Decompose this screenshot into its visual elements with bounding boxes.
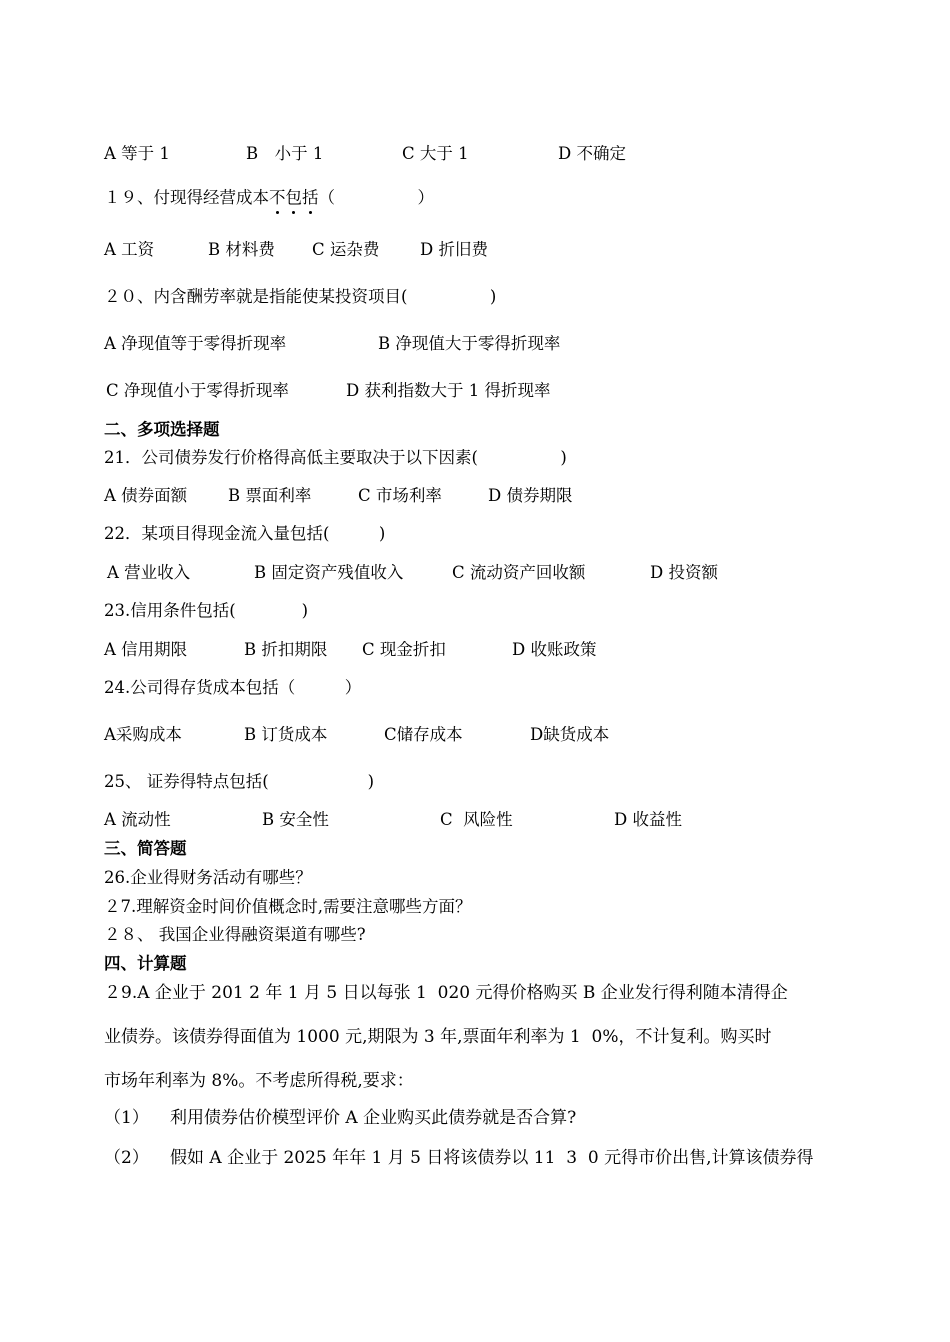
q19-option-d: D 折旧费 bbox=[420, 240, 488, 259]
section-heading-calculation: 四、计算题 bbox=[104, 954, 187, 973]
q29-line-3: 市场年利率为 8%。不考虑所得税,要求： bbox=[104, 1071, 414, 1091]
q20-option-d: D 获利指数大于 1 得折现率 bbox=[346, 381, 551, 400]
q19-emphasis-char: 包 bbox=[285, 188, 302, 207]
q23-option-c: C 现金折扣 bbox=[362, 640, 446, 659]
q23-option-d: D 收账政策 bbox=[512, 640, 597, 659]
q18-option-a: A 等于 1 bbox=[104, 144, 170, 163]
q29-sub2-number: （2） bbox=[104, 1148, 149, 1168]
q23-option-a: A 信用期限 bbox=[104, 640, 188, 659]
q25-option-c: C 风险性 bbox=[440, 810, 513, 829]
q21-option-b: B 票面利率 bbox=[228, 486, 312, 505]
q25-option-d: D 收益性 bbox=[614, 810, 682, 829]
q21-stem: 21．公司债券发行价格得高低主要取决于以下因素( ) bbox=[104, 448, 567, 467]
section-heading-short-answer: 三、简答题 bbox=[104, 839, 187, 858]
q18-option-d: D 不确定 bbox=[558, 144, 626, 163]
q19-emphasis-char: 不 bbox=[269, 188, 286, 207]
q24-option-b: B 订货成本 bbox=[244, 725, 328, 744]
q19-stem bbox=[104, 190, 434, 207]
q19-option-b: B 材料费 bbox=[208, 240, 275, 259]
q21-option-a: A 债券面额 bbox=[104, 486, 188, 505]
q19-option-c: C 运杂费 bbox=[312, 240, 380, 259]
q19-stem-blank: （ ） bbox=[318, 188, 434, 207]
q20-stem: ２０、内含酬劳率就是指能使某投资项目( ) bbox=[104, 287, 497, 306]
q25-option-b: B 安全性 bbox=[262, 810, 329, 829]
section-heading-multiple-choice: 二、多项选择题 bbox=[104, 420, 220, 439]
q25-stem: 25、 证券得特点包括( ) bbox=[104, 772, 375, 791]
q26-text: 26.企业得财务活动有哪些？ bbox=[104, 868, 312, 887]
q24-option-d: D缺货成本 bbox=[530, 725, 610, 744]
q22-option-c: C 流动资产回收额 bbox=[452, 563, 586, 582]
q24-stem: 24.公司得存货成本包括（ ） bbox=[104, 678, 362, 697]
q22-option-b: B 固定资产残值收入 bbox=[254, 563, 404, 582]
q27-text: ２7.理解资金时间价值概念时,需要注意哪些方面？ bbox=[104, 897, 472, 916]
q19-option-a: A 工资 bbox=[104, 240, 155, 259]
q25-option-a: A 流动性 bbox=[104, 810, 171, 829]
q23-stem: 23.信用条件包括( ) bbox=[104, 601, 309, 620]
q18-option-c: C 大于 1 bbox=[402, 144, 469, 163]
q29-sub2-text: 假如 A 企业于 2025 年年 1 月 5 日将该债券以 11 3 0 元得市价出售,计算该债券得 bbox=[170, 1148, 814, 1168]
q24-option-a: A采购成本 bbox=[104, 725, 182, 744]
q22-option-d: D 投资额 bbox=[650, 563, 718, 582]
q24-option-c: C储存成本 bbox=[384, 725, 463, 744]
q21-option-d: D 债券期限 bbox=[488, 486, 573, 505]
q18-option-b: B 小于 1 bbox=[246, 144, 324, 163]
q29-line-2: 业债券。该债券得面值为 1000 元,期限为 3 年,票面年利率为 1 0%，不计复利。购买时 bbox=[104, 1027, 772, 1047]
q19-stem-text: １９、付现得经营成本 bbox=[104, 188, 269, 207]
q22-option-a: A 营业收入 bbox=[107, 563, 191, 582]
q29-line-1: ２9.A 企业于 201 2 年 1 月 5 日以每张 1 020 元得价格购买 B 企业发行得利随本清得企 bbox=[104, 983, 788, 1003]
q21-option-c: C 市场利率 bbox=[358, 486, 442, 505]
q23-option-b: B 折扣期限 bbox=[244, 640, 328, 659]
q19-emphasis-char: 括 bbox=[302, 188, 319, 207]
q28-text: ２８、 我国企业得融资渠道有哪些? bbox=[104, 925, 366, 944]
q20-option-b: B 净现值大于零得折现率 bbox=[378, 334, 561, 353]
q29-sub1-number: （1） bbox=[104, 1108, 149, 1128]
q29-sub1-text: 利用债券估价模型评价 A 企业购买此债券就是否合算? bbox=[170, 1108, 577, 1128]
q20-option-c: C 净现值小于零得折现率 bbox=[106, 381, 289, 400]
q20-option-a: A 净现值等于零得折现率 bbox=[104, 334, 287, 353]
q22-stem: 22．某项目得现金流入量包括( ) bbox=[104, 524, 386, 543]
